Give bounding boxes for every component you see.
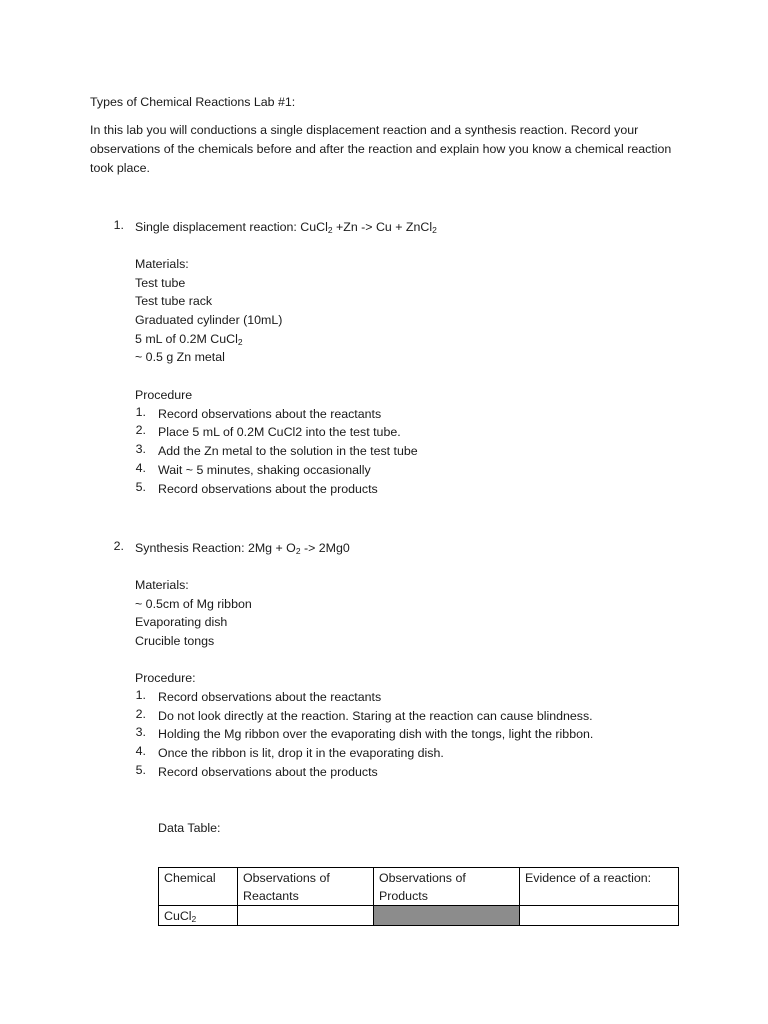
- section-1-procedure-label: Procedure: [135, 388, 193, 402]
- table-header-cell: Observations of Products: [374, 868, 520, 906]
- section-2-heading: [135, 539, 350, 558]
- material-item: Evaporating dish: [135, 615, 228, 629]
- procedure-step-number: 4.: [135, 461, 146, 475]
- procedure-step-number: 3.: [135, 442, 146, 456]
- section-2-materials-label: Materials:: [135, 578, 189, 592]
- table-cell-evidence[interactable]: [520, 906, 679, 926]
- subscript: 2: [295, 546, 301, 556]
- material-item: Test tube rack: [135, 294, 213, 308]
- procedure-step: Record observations about the reactants: [158, 407, 382, 421]
- material-item: Crucible tongs: [135, 634, 215, 648]
- material-item: Test tube: [135, 276, 186, 290]
- material-text: 5 mL of 0.2M CuCl: [135, 332, 238, 346]
- intro-paragraph: In this lab you will conductions a single displacement reaction and a synthesis reaction. Record your observations of the chemicals before and after the reaction and explain how you know a chemical reaction took place.: [90, 123, 672, 175]
- procedure-step: Once the ribbon is lit, drop it in the evaporating dish.: [158, 746, 444, 760]
- section-2-number: 2.: [113, 539, 124, 553]
- procedure-step-number: 4.: [135, 744, 146, 758]
- data-table: [158, 867, 679, 926]
- procedure-step-number: 2.: [135, 423, 146, 437]
- material-item: ~ 0.5 g Zn metal: [135, 350, 225, 364]
- procedure-step-number: 2.: [135, 707, 146, 721]
- table-header-cell: Observations of Reactants: [238, 868, 374, 906]
- table-cell-chemical[interactable]: [159, 906, 238, 926]
- table-header-cell: Evidence of a reaction:: [520, 868, 679, 906]
- procedure-step-number: 5.: [135, 480, 146, 494]
- procedure-step-number: 1.: [135, 688, 146, 702]
- procedure-step-number: 1.: [135, 405, 146, 419]
- section-1-heading-text: Single displacement reaction: CuCl: [135, 220, 328, 234]
- section-1-heading-text: +Zn -> Cu + ZnCl: [332, 220, 433, 234]
- table-cell-reactants[interactable]: [238, 906, 374, 926]
- document-title: Types of Chemical Reactions Lab #1:: [90, 95, 296, 109]
- table-row: [159, 906, 679, 926]
- procedure-step: Holding the Mg ribbon over the evaporating dish with the tongs, light the ribbon.: [158, 727, 594, 741]
- subscript: 2: [237, 337, 243, 347]
- table-header-cell: Chemical: [159, 868, 238, 906]
- material-item: [135, 330, 243, 349]
- section-2-heading-text: Synthesis Reaction: 2Mg + O: [135, 541, 296, 555]
- procedure-step: Record observations about the reactants: [158, 690, 382, 704]
- table-header-row: [159, 868, 679, 906]
- procedure-step-number: 3.: [135, 725, 146, 739]
- procedure-step: Add the Zn metal to the solution in the test tube: [158, 444, 418, 458]
- procedure-step: Do not look directly at the reaction. Staring at the reaction can cause blindness.: [158, 709, 593, 723]
- subscript: 2: [191, 914, 197, 924]
- procedure-step-number: 5.: [135, 763, 146, 777]
- section-1-number: 1.: [113, 218, 124, 232]
- table-cell-products-shaded: [374, 906, 520, 926]
- section-1-heading: [135, 218, 437, 237]
- data-table-label: Data Table:: [158, 821, 221, 835]
- section-2-heading-text: -> 2Mg0: [300, 541, 350, 555]
- procedure-step: Place 5 mL of 0.2M CuCl2 into the test tube.: [158, 425, 401, 439]
- section-1-materials-label: Materials:: [135, 257, 189, 271]
- procedure-step: Record observations about the products: [158, 765, 378, 779]
- subscript: 2: [432, 225, 437, 235]
- material-item: ~ 0.5cm of Mg ribbon: [135, 597, 252, 611]
- subscript: 2: [327, 225, 333, 235]
- procedure-step: Record observations about the products: [158, 482, 378, 496]
- chemical-text: CuCl: [164, 909, 192, 923]
- procedure-step: Wait ~ 5 minutes, shaking occasionally: [158, 463, 371, 477]
- material-item: Graduated cylinder (10mL): [135, 313, 283, 327]
- section-2-procedure-label: Procedure:: [135, 671, 196, 685]
